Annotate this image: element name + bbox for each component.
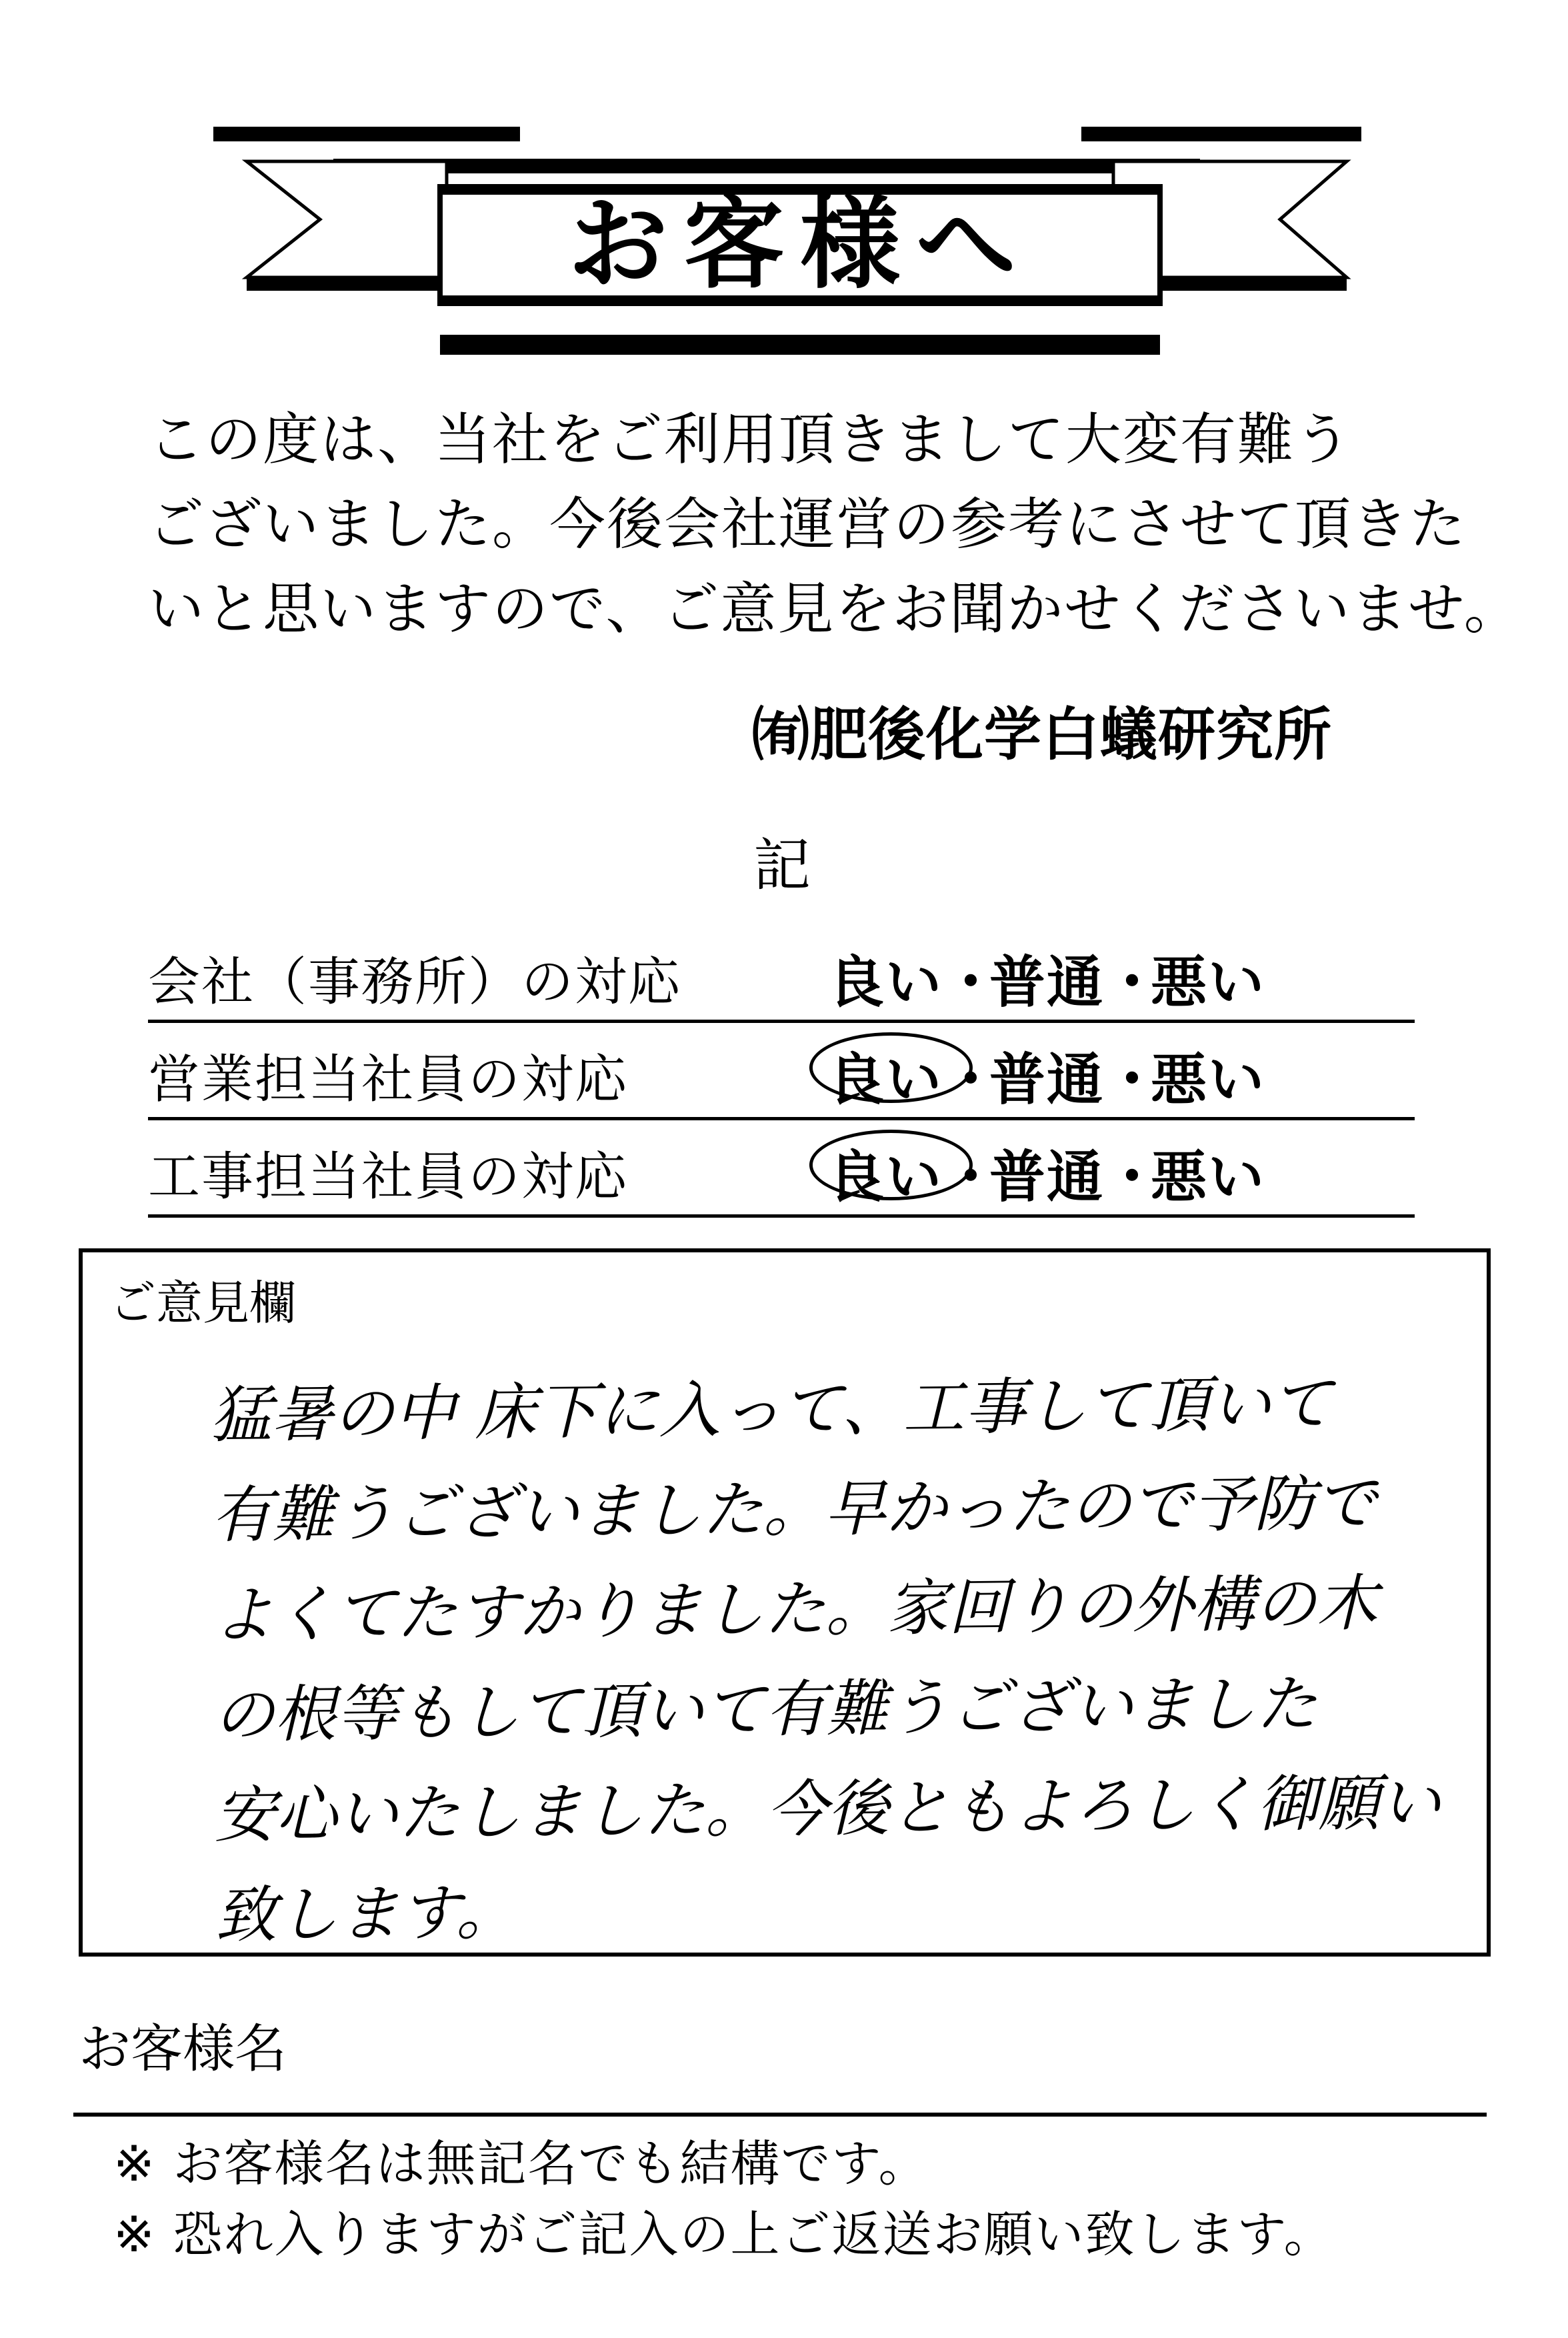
option-bad[interactable]: 悪い — [1151, 1047, 1266, 1112]
footnote: ※ 恐れ入りますがご記入の上ご返送お願い致します。 — [113, 2206, 1335, 2263]
option-bad[interactable]: 悪い — [1151, 1144, 1266, 1210]
comment-line: 安心いたしました。今後ともよろしく御願い — [213, 1767, 1441, 1851]
comment-line: 猛暑の中 床下に入って、工事して頂いて — [209, 1368, 1333, 1451]
comment-line: 致します。 — [215, 1877, 518, 1951]
intro-text — [148, 397, 1521, 652]
rating-options: 良い・普通・悪い — [828, 938, 1265, 1018]
page-title: お客様へ — [567, 185, 1033, 303]
selection-circle — [809, 1130, 973, 1200]
option-normal[interactable]: 普通 — [989, 1144, 1105, 1210]
customer-name-field[interactable] — [73, 2113, 1487, 2117]
title-banner — [200, 120, 1373, 373]
option-good[interactable]: 良い — [828, 950, 943, 1015]
comment-line: よくてたすかりました。家回りの外構の木 — [211, 1567, 1378, 1651]
eval-row-construction — [148, 1120, 1415, 1218]
record-heading: 記 — [753, 832, 811, 899]
intro-line: この度は、当社をご利用頂きまして大変有難う — [148, 407, 1353, 472]
handwritten-comment — [209, 1352, 1482, 1966]
intro-line: いと思いますので、ご意見をお聞かせくださいませ。 — [148, 576, 1521, 642]
option-bad[interactable]: 悪い — [1151, 950, 1266, 1015]
option-good-selected[interactable]: 良い — [828, 1132, 943, 1213]
eval-label: 会社（事務所）の対応 — [148, 952, 682, 1012]
rating-options: 良い・普通・悪い — [828, 1035, 1265, 1116]
selection-circle — [809, 1032, 973, 1103]
option-normal[interactable]: 普通 — [989, 1047, 1105, 1112]
eval-row-sales — [148, 1023, 1415, 1120]
comment-line: の根等もして頂いて有難うございました — [213, 1668, 1318, 1751]
footnotes — [113, 2129, 1335, 2270]
eval-label: 工事担当社員の対応 — [148, 1147, 629, 1207]
opinion-box[interactable] — [79, 1248, 1491, 1957]
customer-name-label: お客様名 — [79, 2019, 287, 2079]
row-divider — [148, 1214, 1415, 1218]
option-good-selected[interactable]: 良い — [828, 1035, 943, 1116]
rating-options: 良い・普通・悪い — [828, 1132, 1265, 1213]
eval-row-office — [148, 926, 1415, 1023]
company-name: ㈲肥後化学白蟻研究所 — [752, 702, 1332, 768]
comment-line: 有難うございました。早かったので予防で — [211, 1467, 1377, 1551]
opinion-label: ご意見欄 — [109, 1276, 296, 1330]
option-normal[interactable]: 普通 — [989, 950, 1105, 1015]
eval-label: 営業担当社員の対応 — [148, 1050, 629, 1110]
footnote: ※ お客様名は無記名でも結構です。 — [113, 2135, 929, 2193]
intro-line: ございました。今後会社運営の参考にさせて頂きた — [148, 491, 1467, 557]
